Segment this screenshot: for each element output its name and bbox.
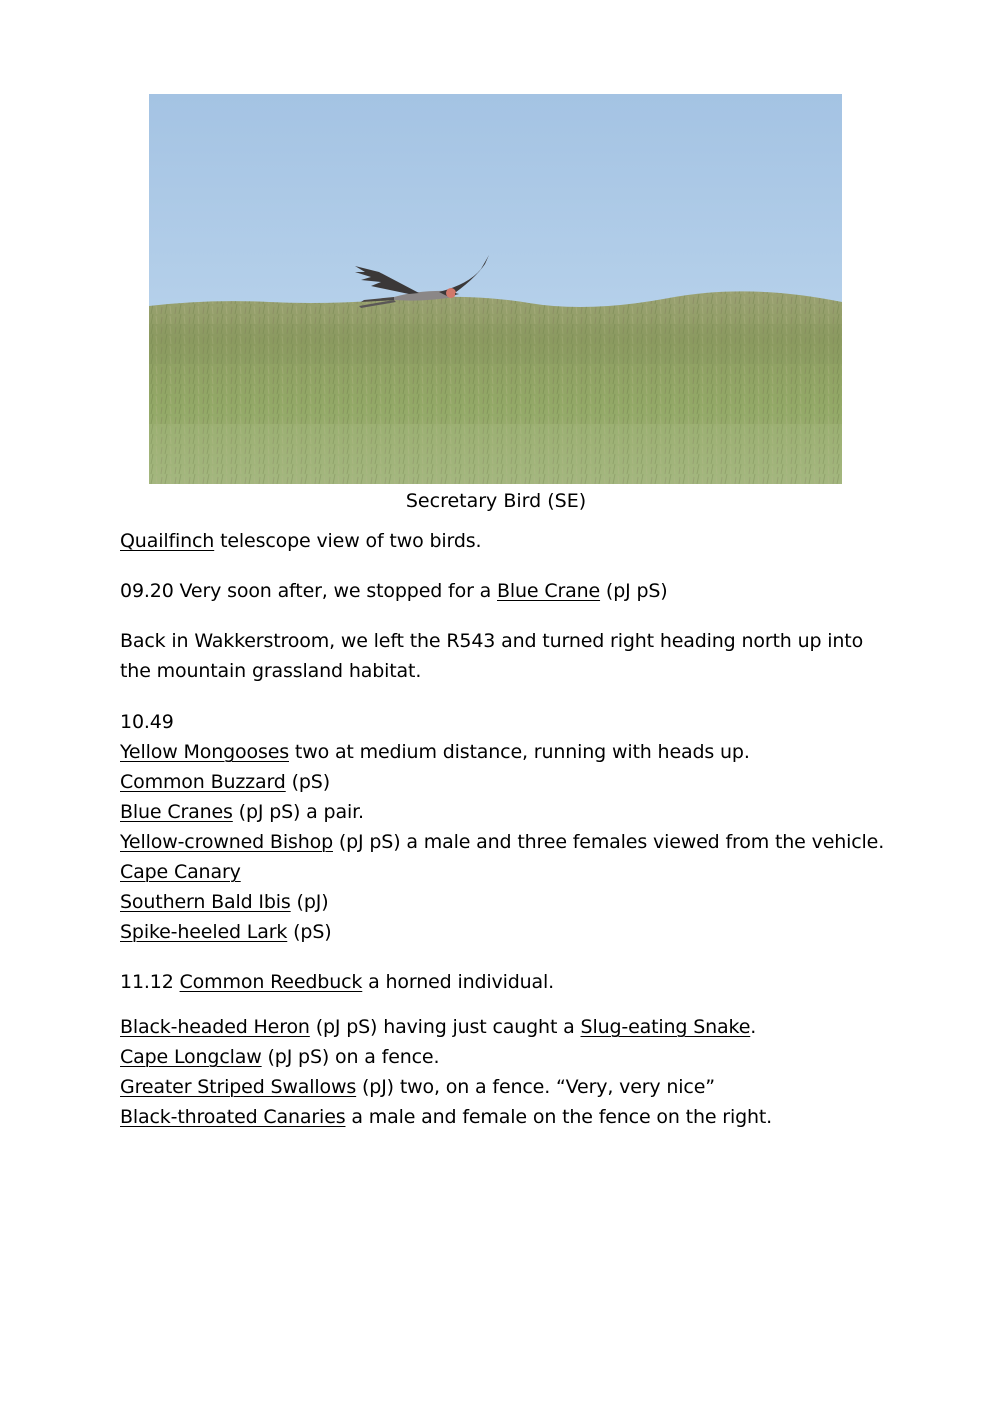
species-link[interactable]: Black-throated Canaries	[120, 1106, 346, 1128]
paragraph-line: the mountain grassland habitat.	[120, 660, 422, 682]
paragraph-wakkerstroom	[120, 626, 900, 686]
item-text: (pS)	[287, 921, 332, 943]
sightings-final	[120, 1012, 900, 1132]
list-item	[120, 797, 900, 827]
item-text: (pS)	[285, 771, 330, 793]
species-link[interactable]: Common Buzzard	[120, 771, 286, 793]
item-text: (pJ pS) a male and three females viewed from the vehicle.	[332, 831, 885, 853]
species-link[interactable]: Quailfinch	[120, 530, 215, 552]
list-item	[120, 1042, 900, 1072]
paragraph-line: Back in Wakkerstroom, we left the R543 and turned right heading north up into	[120, 630, 864, 652]
species-link[interactable]: Greater Striped Swallows	[120, 1076, 357, 1098]
item-text: (pJ pS) a pair.	[232, 801, 364, 823]
species-link[interactable]: Cape Canary	[120, 861, 241, 883]
species-link[interactable]: Yellow Mongooses	[120, 741, 289, 763]
list-item	[120, 737, 900, 767]
item-text: (pJ) two, on a fence. “Very, very nice”	[356, 1076, 715, 1098]
item-text: two at medium distance, running with heads up.	[289, 741, 750, 763]
secretary-bird-photo	[149, 94, 842, 484]
species-link[interactable]: Blue Crane	[497, 580, 601, 602]
time-stamp: 10.49	[120, 711, 174, 733]
species-link[interactable]: Southern Bald Ibis	[120, 891, 291, 913]
species-link[interactable]: Spike-heeled Lark	[120, 921, 288, 943]
item-text: (pJ pS) having just caught a	[309, 1016, 581, 1038]
paragraph-text: 11.12	[120, 971, 180, 993]
sightings-1049	[120, 707, 900, 947]
paragraph-text: a horned individual.	[362, 971, 555, 993]
paragraph-text: telescope view of two birds.	[214, 530, 482, 552]
species-link[interactable]: Cape Longclaw	[120, 1046, 262, 1068]
list-item	[120, 917, 900, 947]
list-item	[120, 767, 900, 797]
species-link[interactable]: Common Reedbuck	[179, 971, 363, 993]
species-link[interactable]: Yellow-crowned Bishop	[120, 831, 333, 853]
species-link[interactable]: Slug-eating Snake	[580, 1016, 751, 1038]
species-link[interactable]: Black-headed Heron	[120, 1016, 310, 1038]
item-text: (pJ)	[290, 891, 329, 913]
item-text: (pJ pS) on a fence.	[261, 1046, 440, 1068]
paragraph-text: (pJ pS)	[600, 580, 668, 602]
list-item	[120, 857, 900, 887]
paragraph-0920	[120, 576, 900, 606]
paragraph-1112	[120, 967, 900, 997]
item-text: .	[750, 1016, 757, 1038]
list-item	[120, 1012, 900, 1042]
list-item	[120, 1102, 900, 1132]
list-item	[120, 827, 900, 857]
species-link[interactable]: Blue Cranes	[120, 801, 233, 823]
list-item	[120, 1072, 900, 1102]
item-text: a male and female on the fence on the right.	[345, 1106, 773, 1128]
paragraph-quailfinch	[120, 526, 900, 556]
paragraph-text: 09.20 Very soon after, we stopped for a	[120, 580, 497, 602]
photo-caption: Secretary Bird (SE)	[405, 490, 587, 512]
list-item	[120, 887, 900, 917]
